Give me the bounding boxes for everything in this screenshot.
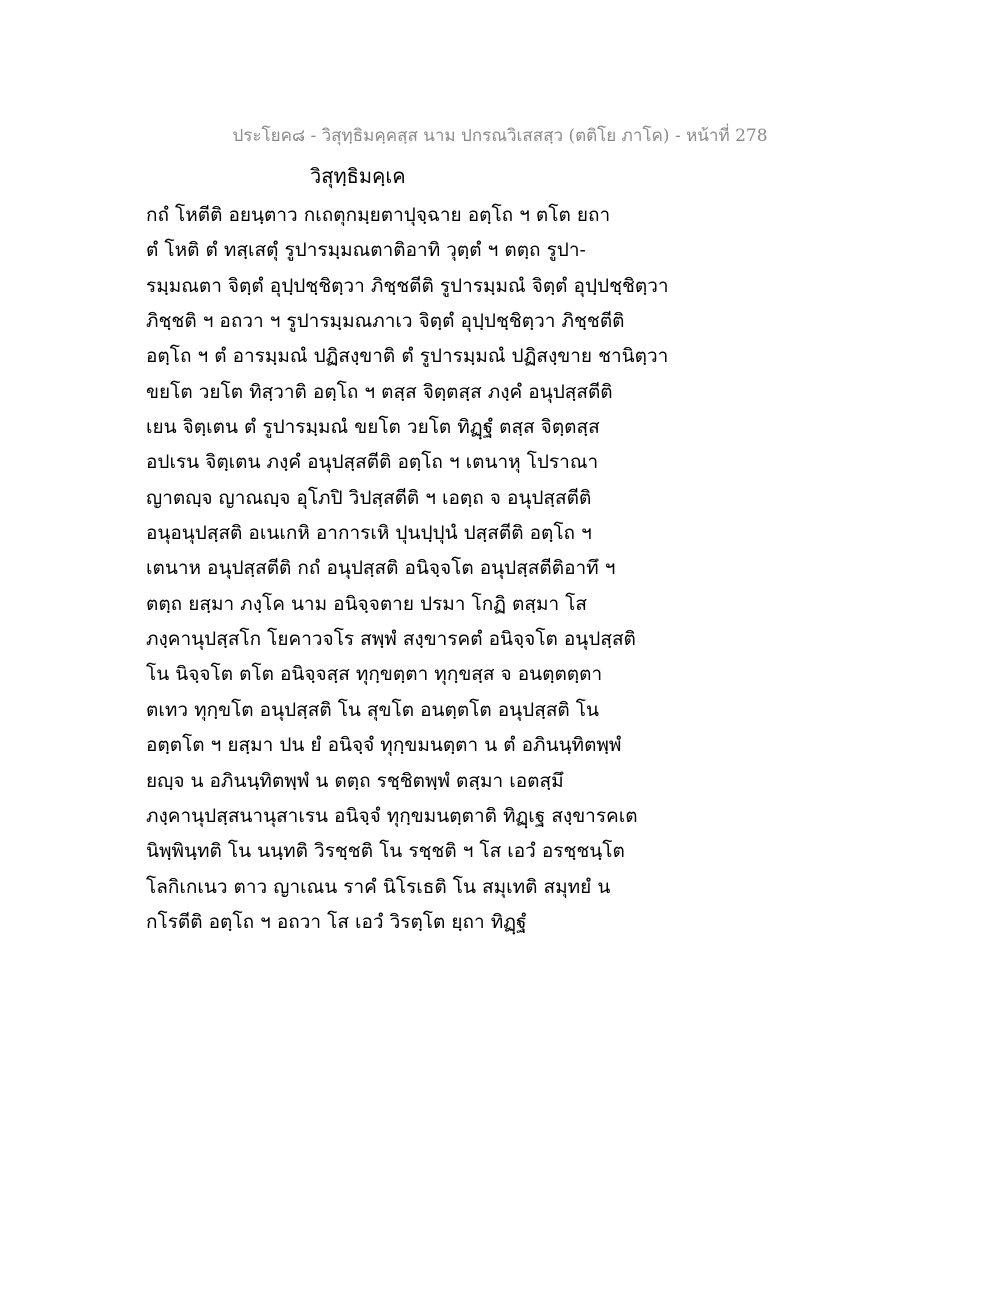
text-line: ยญฺจ น อภินนฺทิตพฺพํ น ตตฺถ รชฺชิตพฺพํ ตสฺมา เอตสฺมึ [146, 769, 564, 792]
text-line: ญาตญฺจ ญาณญฺจ อุโภปิ วิปสฺสตีติ ฯ เอตฺถ จ อนุปสฺสตีติ [146, 486, 592, 509]
text-line: นิพฺพินฺทติ โน นนฺทติ วิรชฺชติ โน รชฺชติ ฯ โส เอวํ อรชฺชนฺโต [146, 840, 625, 863]
text-line: ภิชฺชติ ฯ อถวา ฯ รูปารมฺมณภาเว จิตฺตํ อุปฺปชฺชิตฺวา ภิชฺชตีติ [146, 310, 625, 333]
body-text [146, 198, 706, 940]
text-line: ตเทว ทุกฺขโต อนุปสฺสติ โน สุขโต อนตฺตโต อนุปสฺสติ โน [146, 698, 599, 721]
text-line: อนุอนุปสฺสติ อเนเกหิ อาการเหิ ปุนปฺปุนํ ปสฺสตีติ อตฺโถ ฯ [146, 522, 592, 545]
text-line: กถํ โหตีติ อยนฺตาว กเถตุกมฺยตาปุจฺฉาย อตฺโถ ฯ ตโต ยถา [146, 204, 611, 226]
text-line: เยน จิตฺเตน ตํ รูปารมฺมณํ ขยโต วยโต ทิฏฺฐํ ตสฺส จิตฺตสฺส [146, 416, 600, 439]
text-line: ตํ โหติ ตํ ทสฺเสตุํ รูปารมฺมณตาติอาทิ วุตฺตํ ฯ ตตฺถ รูปา- [146, 239, 586, 262]
text-line: รมฺมณตา จิตฺตํ อุปฺปชฺชิตฺวา ภิชฺชตีติ รูปารมฺมณํ จิตฺตํ อุปฺปชฺชิตฺวา [146, 274, 669, 297]
text-line: อปเรน จิตฺเตน ภงฺคํ อนุปสฺสตีติ อตฺโถ ฯ เตนาหุ โปราณา [146, 451, 599, 474]
text-line: โลกิเกเนว ตาว ญาเณน ราคํ นิโรเธติ โน สมุเทติ สมุทยํ น [146, 875, 611, 898]
text-line: เตนาห อนุปสฺสตีติ กถํ อนุปสฺสติ อนิจฺจโต อนุปสฺสตีติอาทึ ฯ [146, 557, 616, 580]
text-line: อตฺโถ ฯ ตํ อารมฺมณํ ปฏิสงฺขาติ ตํ รูปารมฺมณํ ปฏิสงฺขาย ชานิตฺวา [146, 345, 669, 368]
section-title: วิสุทฺธิมคฺเค [310, 164, 406, 188]
text-line: ขยโต วยโต ทิสฺวาติ อตฺโถ ฯ ตสฺส จิตฺตสฺส ภงฺคํ อนุปสฺสตีติ [146, 380, 613, 403]
text-line: ภงฺคานุปสฺสโก โยคาวจโร สพฺพํ สงฺขารคตํ อนิจฺจโต อนุปสฺสติ [146, 628, 636, 651]
text-line: กโรตีติ อตฺโถ ฯ อถวา โส เอวํ วิรตฺโต ยฺถา ทิฏฺฐํ [146, 910, 527, 933]
text-line: อตฺตโต ฯ ยสฺมา ปน ยํ อนิจฺจํ ทุกฺขมนตฺตา น ตํ อภินนฺทิตพฺพํ [146, 734, 622, 757]
text-line: ตตฺถ ยสฺมา ภงฺโค นาม อนิจฺจตาย ปรมา โกฏิ ตสฺมา โส [146, 592, 587, 615]
text-line: ภงฺคานุปสฺสนานุสาเรน อนิจฺจํ ทุกฺขมนตฺตาติ ทิฏฺเฐ สงฺขารคเต [146, 804, 638, 827]
running-header: ประโยค๘ - วิสุทฺธิมคฺคสฺส นาม ปกรณวิเสสสฺว (ตติโย ภาโค) - หน้าที่ 278 [232, 126, 768, 146]
text-line: โน นิจฺจโต ตโต อนิจฺจสฺส ทุกฺขตฺตา ทุกฺขสฺส จ อนตฺตตฺตา [146, 663, 603, 686]
